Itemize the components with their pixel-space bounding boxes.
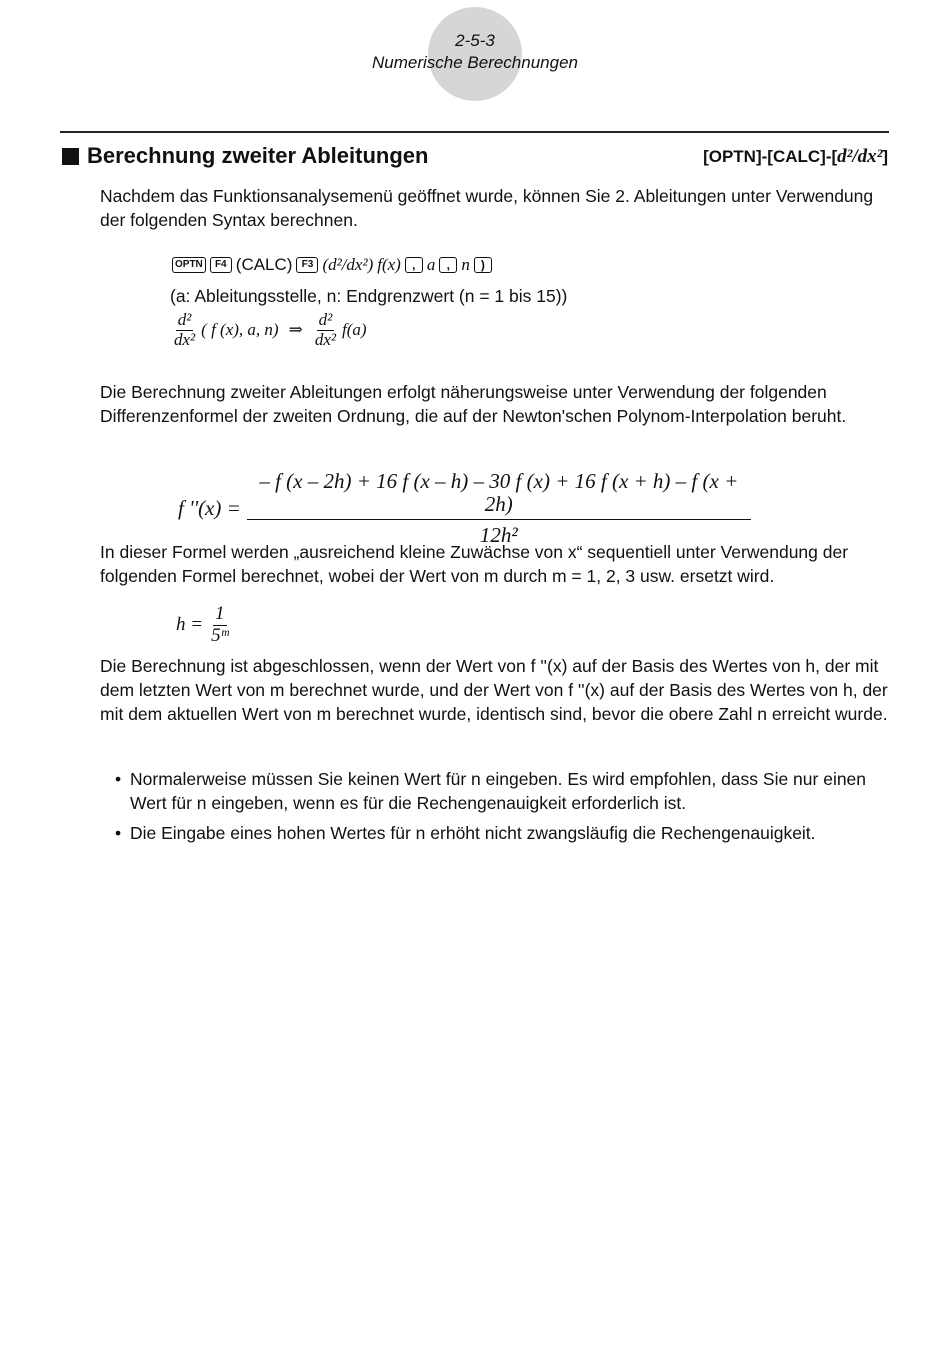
comma-key: , [405, 257, 423, 273]
black-square-icon [62, 148, 79, 165]
lhs-args: ( f (x), a, n) [201, 320, 279, 340]
n-label: n [461, 255, 470, 274]
key-path-suffix: ] [882, 147, 888, 166]
h-formula-denominator: 5ᵐ [211, 624, 229, 646]
d2dx2-label: (d²/dx²) [322, 255, 374, 274]
h-formula [176, 604, 231, 647]
h-formula-fraction [209, 604, 230, 647]
lhs-derivative-fraction: $\frac{\text{d²}}{\text{dx²}}$ [174, 310, 196, 349]
f4-key: F4 [210, 257, 232, 273]
formula-fraction [249, 470, 749, 547]
comma-key-2: , [439, 257, 457, 273]
rhs-derivative-fraction: $\frac{\text{d²}}{\text{dx²}}$ [314, 310, 336, 349]
chapter-title: Numerische Berechnungen [371, 53, 578, 72]
optn-key: OPTN [172, 257, 206, 273]
list-item [115, 767, 885, 815]
difference-formula [178, 470, 749, 547]
bullet-icon: • [115, 769, 122, 789]
bullet-icon: • [115, 823, 122, 843]
page-number: 2-5-3 [455, 31, 495, 50]
increment-paragraph: In dieser Formel werden „ausreichend kleine Zuwächse von x“ sequentiell unter Verwendung der folgenden Formel berechnet, wobei der Wert von m durch m = 1, 2, 3 usw. ersetzt wird. [100, 542, 849, 586]
key-path-prefix: [OPTN]-[CALC]-[ [703, 147, 838, 166]
key-path [703, 146, 888, 168]
h-formula-lhs: h = [176, 614, 204, 636]
a-label: a [426, 255, 436, 274]
formula-numerator: – f (x – 2h) + 16 f (x – h) – 30 f (x) + 16 f (x + h) – f (x + 2h) [247, 470, 751, 520]
rhs-function: f(a) [341, 320, 367, 340]
implies-arrow: ⇒ [288, 320, 303, 340]
formula-lhs: f ''(x) = [178, 496, 241, 521]
section-divider [60, 131, 889, 133]
list-item [115, 821, 885, 845]
params-note: (a: Ableitungsstelle, n: Endgrenzwert (n = 1 bis 15)) [170, 286, 568, 306]
section-title: Berechnung zweiter Ableitungen [87, 143, 429, 168]
h-formula-numerator: 1 [215, 603, 225, 624]
syntax-result [172, 311, 367, 349]
bullet-text: Normalerweise müssen Sie keinen Wert für n eingeben. Es wird empfohlen, dass Sie nur einen Wert für n eingeben, wenn es für die Rechengenauigkeit erforderlich ist. [130, 769, 867, 813]
intro-paragraph: Nachdem das Funktionsanalysemenü geöffnet wurde, können Sie 2. Ableitungen unter Verwendung der folgenden Syntax berechnen. [100, 186, 874, 230]
section-heading [62, 143, 428, 169]
calc-label: (CALC) [235, 255, 293, 274]
close-paren-key: ) [474, 257, 492, 273]
f3-key: F3 [296, 257, 318, 273]
method-paragraph: Die Berechnung zweiter Ableitungen erfolgt näherungsweise unter Verwendung der folgenden Differenzenformel der zweiten Ordnung, die auf der Newton'schen Polynom-Interpolation beruht. [100, 382, 847, 426]
termination-paragraph: Die Berechnung ist abgeschlossen, wenn der Wert von f ''(x) auf der Basis des Wertes von h, der mit dem letzten Wert von m berechnet wurde, und der Wert von f ''(x) auf der Basis des Wertes von h, der mit dem aktuellen Wert von m berechnet wurde, identisch sind, bevor die obere Zahl n erreicht wurde. [100, 656, 888, 724]
fx-label: f(x) [377, 255, 401, 274]
key-path-formula: d²/dx² [837, 146, 883, 167]
formula-denominator: 12h² [479, 523, 518, 548]
syntax-key-sequence [172, 255, 492, 275]
bullet-text: Die Eingabe eines hohen Wertes für n erhöht nicht zwangsläufig die Rechengenauigkeit. [130, 823, 816, 843]
